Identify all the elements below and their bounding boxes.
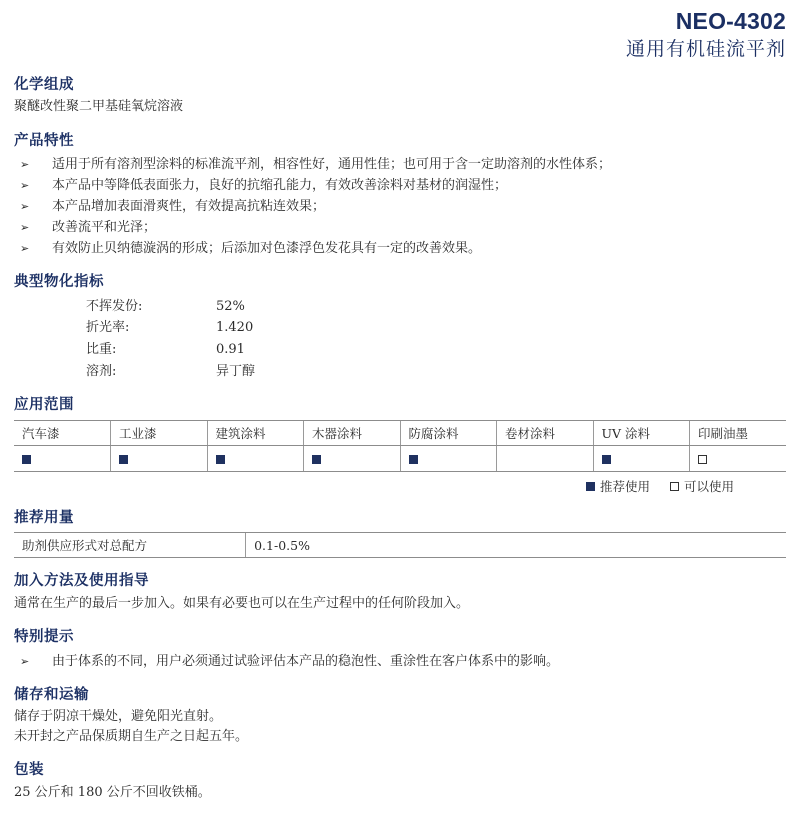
product-features-list — [14, 154, 786, 259]
application-cell — [690, 445, 787, 471]
section-recommended-dosage — [14, 508, 786, 559]
storage-transport-line-1: 储存于阴凉干燥处，避免阳光直射。 — [14, 709, 223, 725]
property-row — [14, 361, 786, 383]
recommended-dosage-table — [14, 532, 786, 558]
list-item — [14, 217, 786, 238]
property-value: 52% — [216, 298, 245, 314]
table-row — [14, 533, 786, 558]
section-special-notice — [14, 627, 786, 672]
addition-method-heading: 加入方法及使用指导 — [14, 572, 149, 590]
legend-recommended — [586, 477, 650, 495]
property-label: 溶剂: — [86, 363, 117, 379]
arrow-bullet-icon: ➢ — [20, 158, 30, 172]
list-item — [14, 175, 786, 196]
column-header: 木器涂料 — [304, 420, 401, 445]
application-cell — [304, 445, 401, 471]
product-code: NEO-4302 — [675, 8, 786, 34]
property-label: 不挥发份: — [86, 298, 143, 314]
application-cell — [400, 445, 497, 471]
dosage-label: 助剂供应形式对总配方 — [14, 533, 246, 558]
special-notice-list — [14, 651, 786, 672]
table-row — [14, 445, 786, 471]
arrow-bullet-icon: ➢ — [20, 242, 30, 256]
list-item — [14, 651, 786, 672]
section-product-features — [14, 131, 786, 260]
application-cell — [593, 445, 690, 471]
list-item-text: 改善流平和光泽； — [52, 220, 157, 236]
legend-possible — [670, 477, 734, 495]
column-header: 工业漆 — [111, 420, 208, 445]
section-packaging — [14, 760, 786, 803]
column-header: UV 涂料 — [593, 420, 690, 445]
filled-square-icon — [586, 482, 595, 491]
product-subtitle: 通用有机硅流平剂 — [625, 38, 786, 61]
application-cell — [14, 445, 111, 471]
storage-transport-heading: 储存和运输 — [14, 685, 89, 703]
typical-properties-list — [14, 296, 786, 382]
packaging-heading: 包装 — [14, 761, 44, 779]
suitability-mark — [505, 455, 514, 464]
typical-properties-heading: 典型物化指标 — [14, 273, 104, 291]
legend-recommended-label: 推荐使用 — [599, 478, 650, 494]
application-cell — [111, 445, 208, 471]
section-typical-properties — [14, 272, 786, 382]
storage-transport-line-2: 未开封之产品保质期自生产之日起五年。 — [14, 729, 249, 745]
page-header — [14, 0, 786, 62]
hollow-square-icon — [670, 482, 679, 491]
property-value: 1.420 — [216, 320, 254, 336]
arrow-bullet-icon: ➢ — [20, 179, 30, 193]
arrow-bullet-icon: ➢ — [20, 654, 30, 668]
column-header: 汽车漆 — [14, 420, 111, 445]
recommended-dosage-heading: 推荐用量 — [14, 508, 74, 526]
list-item-text: 适用于所有溶剂型涂料的标准流平剂，相容性好，通用性佳；也可用于含一定助溶剂的水性体系； — [52, 157, 612, 173]
column-header: 防腐涂料 — [400, 420, 497, 445]
packaging-text: 25 公斤和 180 公斤不回收铁桶。 — [14, 785, 211, 801]
section-storage-transport — [14, 685, 786, 748]
suitability-mark — [409, 455, 418, 464]
section-addition-method — [14, 571, 786, 614]
property-value: 0.91 — [216, 342, 245, 358]
suitability-mark — [602, 455, 611, 464]
list-item-text: 由于体系的不同，用户必须通过试验评估本产品的稳泡性、重涂性在客户体系中的影响。 — [52, 653, 560, 669]
column-header: 卷材涂料 — [497, 420, 594, 445]
column-header: 建筑涂料 — [207, 420, 304, 445]
property-label: 比重: — [86, 342, 117, 358]
property-row — [14, 296, 786, 318]
application-legend — [14, 477, 786, 495]
property-row — [14, 317, 786, 339]
suitability-mark — [312, 455, 321, 464]
list-item-text: 有效防止贝纳德漩涡的形成；后添加对色漆浮色发花具有一定的改善效果。 — [52, 241, 482, 257]
column-header: 印刷油墨 — [690, 420, 787, 445]
property-value: 异丁醇 — [216, 363, 256, 379]
application-range-table — [14, 420, 786, 472]
suitability-mark — [698, 455, 707, 464]
suitability-mark — [22, 455, 31, 464]
list-item — [14, 154, 786, 175]
application-cell — [497, 445, 594, 471]
suitability-mark — [119, 455, 128, 464]
chemical-composition-heading: 化学组成 — [14, 75, 74, 93]
dosage-value: 0.1-0.5% — [246, 533, 786, 558]
chemical-composition-text: 聚醚改性聚二甲基硅氧烷溶液 — [14, 99, 184, 115]
special-notice-heading: 特别提示 — [14, 628, 74, 646]
application-cell — [207, 445, 304, 471]
section-application-range — [14, 395, 786, 495]
property-label: 折光率: — [86, 320, 130, 336]
arrow-bullet-icon: ➢ — [20, 221, 30, 235]
list-item — [14, 238, 786, 259]
arrow-bullet-icon: ➢ — [20, 200, 30, 214]
table-header-row — [14, 420, 786, 445]
legend-possible-label: 可以使用 — [683, 478, 734, 494]
property-row — [14, 339, 786, 361]
product-features-heading: 产品特性 — [14, 131, 74, 149]
application-range-heading: 应用范围 — [14, 396, 74, 414]
addition-method-text: 通常在生产的最后一步加入。如果有必要也可以在生产过程中的任何阶段加入。 — [14, 595, 470, 611]
list-item-text: 本产品增加表面滑爽性，有效提高抗粘连效果； — [52, 199, 326, 215]
suitability-mark — [216, 455, 225, 464]
section-chemical-composition — [14, 75, 786, 118]
list-item-text: 本产品中等降低表面张力，良好的抗缩孔能力，有效改善涂料对基材的润湿性； — [52, 178, 508, 194]
list-item — [14, 196, 786, 217]
